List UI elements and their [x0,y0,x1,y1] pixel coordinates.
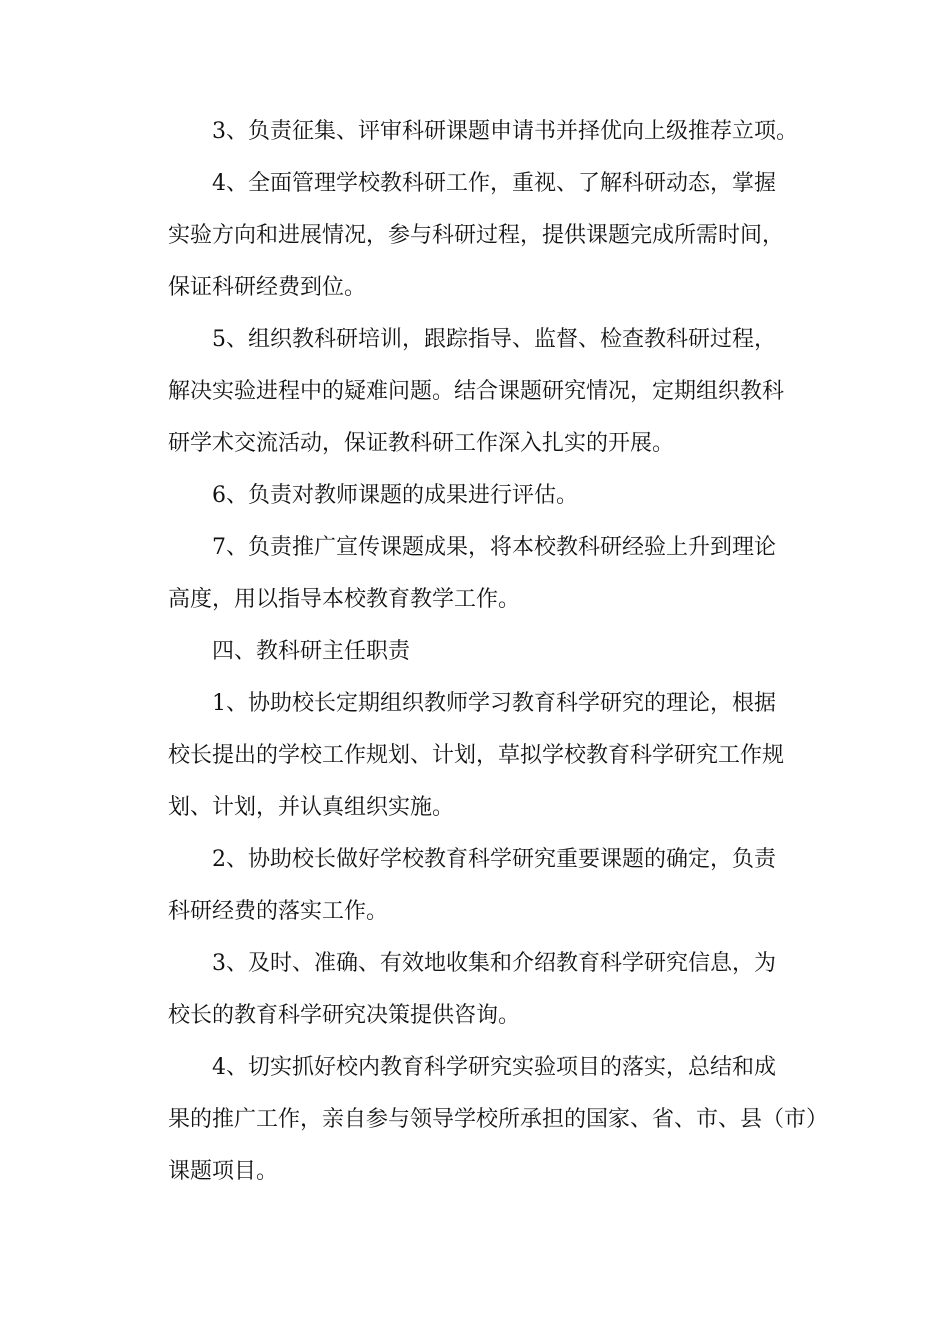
paragraph-line: 解决实验进程中的疑难问题。结合课题研究情况，定期组织教科 [168,379,785,404]
paragraph-line: 果的推广工作，亲自参与领导学校所承担的国家、省、市、县（市） [168,1107,829,1132]
paragraph-line: 6、负责对教师课题的成果进行评估。 [212,483,578,508]
paragraph-line: 研学术交流活动，保证教科研工作深入扎实的开展。 [168,431,675,456]
paragraph-line: 2、协助校长做好学校教育科学研究重要课题的确定，负责 [212,847,776,872]
paragraph-line: 5、组织教科研培训，跟踪指导、监督、检查教科研过程， [212,327,776,352]
paragraph-line: 4、全面管理学校教科研工作，重视、了解科研动态，掌握 [212,171,776,196]
paragraph-line: 1、协助校长定期组织教师学习教育科学研究的理论，根据 [212,691,776,716]
document-body [168,106,829,1198]
paragraph-line: 划、计划，并认真组织实施。 [168,795,455,820]
paragraph-line: 科研经费的落实工作。 [168,899,389,924]
paragraph-line: 4、切实抓好校内教育科学研究实验项目的落实，总结和成 [212,1055,776,1080]
paragraph-line: 课题项目。 [168,1159,279,1184]
paragraph-line: 校长提出的学校工作规划、计划，草拟学校教育科学研究工作规 [168,743,785,768]
section-heading: 四、教科研主任职责 [212,639,411,664]
paragraph-line: 高度，用以指导本校教育教学工作。 [168,587,521,612]
paragraph-line: 7、负责推广宣传课题成果，将本校教科研经验上升到理论 [212,535,776,560]
paragraph-line: 实验方向和进展情况，参与科研过程，提供课题完成所需时间， [168,223,785,248]
paragraph-line: 3、负责征集、评审科研课题申请书并择优向上级推荐立项。 [212,119,798,144]
paragraph-line: 3、及时、准确、有效地收集和介绍教育科学研究信息，为 [212,951,776,976]
paragraph-line: 保证科研经费到位。 [168,275,367,300]
paragraph-line: 校长的教育科学研究决策提供咨询。 [168,1003,521,1028]
